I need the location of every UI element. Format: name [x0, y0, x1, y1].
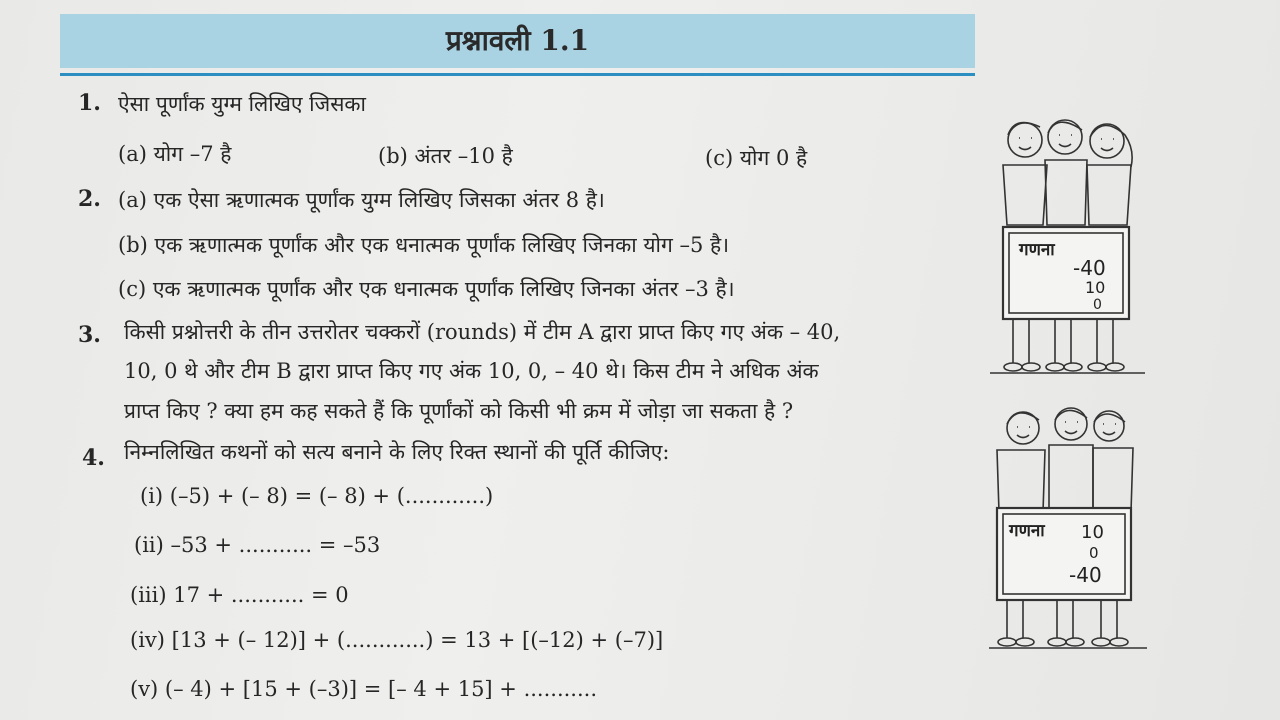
q4-item-ii: (ii) –53 + ........... = –53 [134, 533, 381, 557]
q1-part-a: (a) योग –7 है [118, 142, 232, 166]
question-number-3: 3. [78, 322, 101, 348]
board-number-2-top: 10 [1085, 278, 1106, 297]
board-number-3-top: 0 [1093, 297, 1102, 313]
q1-part-c: (c) योग 0 है [705, 146, 808, 170]
q4-item-i: (i) (–5) + (– 8) = (– 8) + (............) [140, 484, 494, 508]
q1-text: ऐसा पूर्णांक युग्म लिखिए जिसका [118, 92, 366, 116]
children-with-board-illustration-top [985, 105, 1160, 380]
question-number-2: 2. [78, 186, 101, 212]
q4-item-iv: (iv) [13 + (– 12)] + (............) = 13 + [(–12) + (–7)] [130, 628, 664, 652]
q1-part-b: (b) अंतर –10 है [378, 144, 513, 168]
q2-part-b: (b) एक ऋणात्मक पूर्णांक और एक धनात्मक पूर्णांक लिखिए जिनका योग –5 है। [118, 233, 730, 257]
children-with-board-illustration-bottom [985, 400, 1160, 655]
board-number-1-bottom: 10 [1081, 522, 1104, 543]
q2-part-a: (a) एक ऐसा ऋणात्मक पूर्णांक युग्म लिखिए जिसका अंतर 8 है। [118, 188, 605, 212]
q3-line-1: किसी प्रश्नोत्तरी के तीन उत्तरोतर चक्करों (rounds) में टीम A द्वारा प्राप्त किए गए अंक – 40, [124, 320, 841, 344]
title-rule [60, 73, 975, 76]
q4-item-v: (v) (– 4) + [15 + (–3)] = [– 4 + 15] + ........... [130, 677, 598, 701]
q3-line-3: प्राप्त किए ? क्या हम कह सकते हैं कि पूर्णांकों को किसी भी क्रम में जोड़ा जा सकता है ? [124, 399, 794, 423]
question-number-1: 1. [78, 90, 101, 116]
q3-line-2: 10, 0 थे और टीम B द्वारा प्राप्त किए गए अंक 10, 0, – 40 थे। किस टीम ने अधिक अंक [124, 359, 819, 383]
q4-item-iii: (iii) 17 + ........... = 0 [130, 583, 349, 607]
board-number-1-top: -40 [1073, 256, 1106, 280]
board-number-3-bottom: -40 [1069, 563, 1102, 587]
board-number-2-bottom: 0 [1089, 544, 1099, 562]
board-word-bottom: गणना [1009, 521, 1045, 541]
q2-part-c: (c) एक ऋणात्मक पूर्णांक और एक धनात्मक पूर्णांक लिखिए जिनका अंतर –3 है। [118, 277, 735, 301]
board-word-top: गणना [1019, 240, 1055, 260]
page-title: प्रश्नावली 1.1 [445, 24, 590, 57]
question-number-4: 4. [82, 445, 105, 471]
q4-text: निम्नलिखित कथनों को सत्य बनाने के लिए रिक्त स्थानों की पूर्ति कीजिए: [124, 440, 670, 464]
